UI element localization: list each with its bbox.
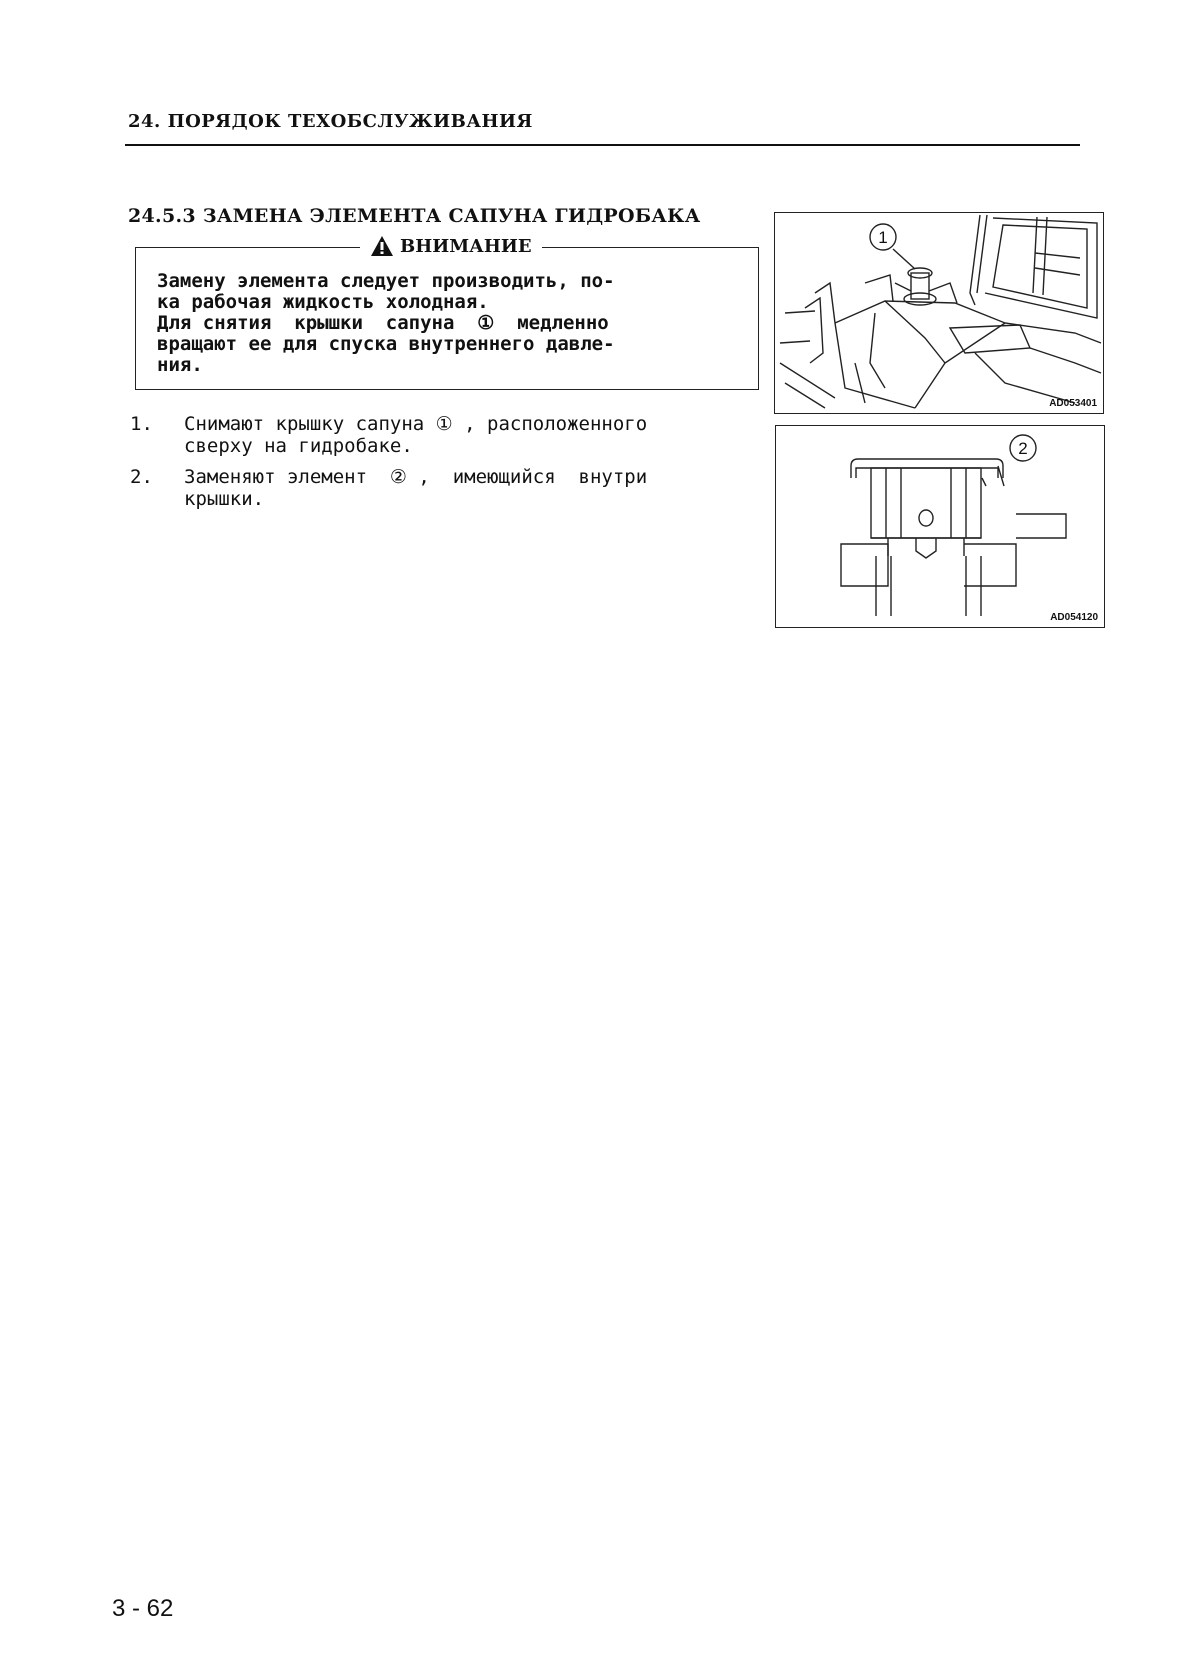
step-number: 2. (130, 466, 153, 488)
figure-code: AD054120 (1050, 612, 1098, 623)
callout-2: 2 (1018, 439, 1028, 458)
warning-heading-label: ВНИМАНИЕ (400, 235, 532, 257)
warning-text: Замену элемента следует производить, по- ка рабочая жидкость холодная. Для снятия крышки сапуна ① медленно вращают ее для спуска внутреннего давле- ния. (157, 270, 615, 376)
breather-section-illustration (776, 426, 1104, 627)
step-number: 1. (130, 413, 153, 435)
tank-illustration (775, 213, 1103, 413)
figure-hydraulic-tank-photo (774, 212, 1104, 414)
step-text: Снимают крышку сапуна ① , расположенного сверху на гидробаке. (184, 413, 648, 457)
figure-code: AD053401 (1049, 398, 1097, 409)
section-title: 24.5.3 ЗАМЕНА ЭЛЕМЕНТА САПУНА ГИДРОБАКА (128, 205, 701, 227)
figure-breather-cap-section (775, 425, 1105, 628)
step-item (130, 413, 647, 457)
callout-1: 1 (878, 228, 888, 247)
warning-heading (360, 235, 542, 257)
step-text: Заменяют элемент ② , имеющийся внутри крышки. (184, 466, 648, 510)
page-number: 3 - 62 (112, 1595, 174, 1622)
step-item (130, 466, 647, 510)
header-rule (125, 144, 1080, 146)
page-header-title: 24. ПОРЯДОК ТЕХОБСЛУЖИВАНИЯ (128, 111, 533, 132)
warning-triangle-icon (370, 235, 394, 257)
